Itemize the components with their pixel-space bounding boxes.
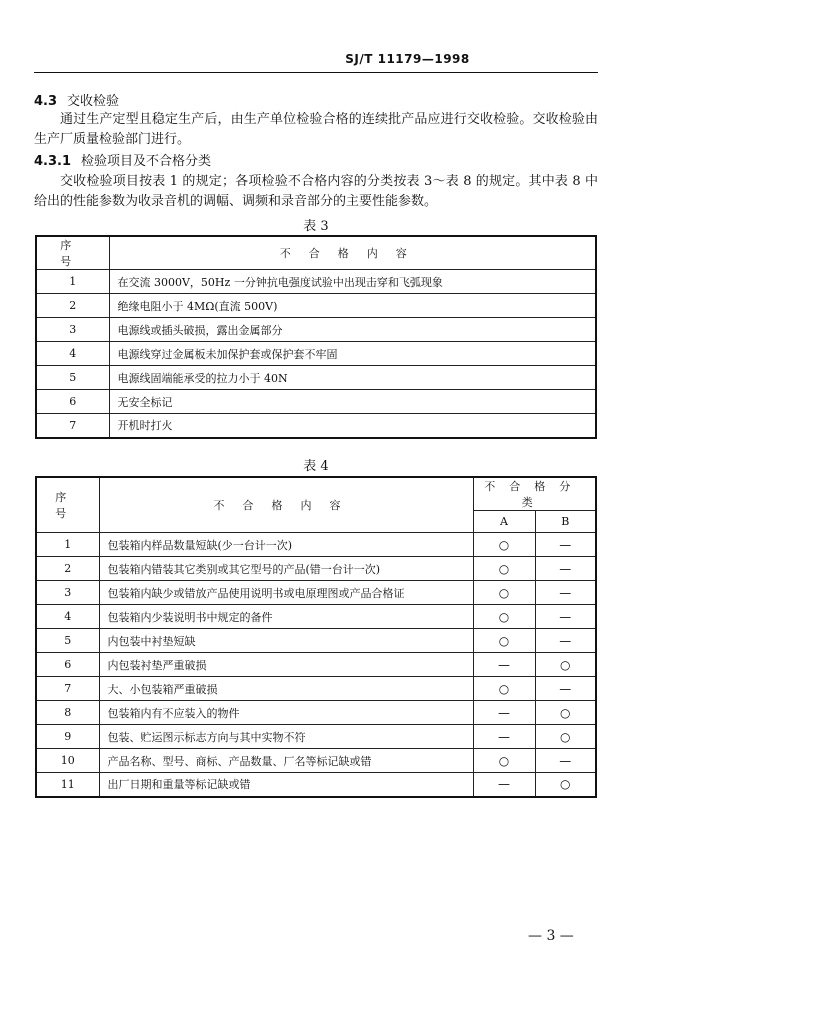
row-class-a: ○ [473, 629, 535, 653]
table3-caption: 表 3 [303, 219, 329, 234]
row-class-b: — [535, 581, 596, 605]
row-class-b: ○ [535, 701, 596, 725]
header-col-a: A [473, 511, 535, 533]
row-no: 5 [36, 366, 109, 390]
row-class-a: — [473, 653, 535, 677]
table-row [36, 749, 596, 773]
row-class-b: — [535, 677, 596, 701]
section-4-3-paragraph: 通过生产定型且稳定生产后，由生产单位检验合格的连续批产品应进行交收检验。交收检验由生产厂质量检验部门进行。 [34, 112, 598, 147]
table-row [36, 366, 596, 390]
page-number: — 3 — [528, 928, 574, 944]
row-no: 8 [36, 701, 99, 725]
row-class-b: ○ [535, 725, 596, 749]
section-4-3-1-heading [34, 152, 211, 172]
row-no: 7 [36, 677, 99, 701]
row-content: 包装箱内有不应装入的物件 [99, 701, 473, 725]
row-class-a: ○ [473, 749, 535, 773]
table-3 [35, 235, 597, 439]
row-class-b: — [535, 749, 596, 773]
row-content: 大、小包装箱严重破损 [99, 677, 473, 701]
table4-caption: 表 4 [303, 459, 329, 474]
row-content: 包装箱内错装其它类别或其它型号的产品(错一台计一次) [99, 557, 473, 581]
row-no: 4 [36, 605, 99, 629]
row-content: 在交流 3000V，50Hz 一分钟抗电强度试验中出现击穿和飞弧现象 [109, 270, 596, 294]
table-row [36, 773, 596, 797]
table-row [36, 701, 596, 725]
row-content: 产品名称、型号、商标、产品数量、厂名等标记缺或错 [99, 749, 473, 773]
row-class-b: — [535, 629, 596, 653]
row-class-a: ○ [473, 533, 535, 557]
row-class-a: — [473, 725, 535, 749]
row-class-a: — [473, 701, 535, 725]
row-content: 开机时打火 [109, 414, 596, 438]
document-header: SJ/T 11179—1998 [345, 52, 470, 66]
table-row [36, 653, 596, 677]
section-4-3-heading [34, 92, 119, 112]
row-class-b: — [535, 533, 596, 557]
row-no: 1 [36, 270, 109, 294]
row-content: 电源线穿过金属板未加保护套或保护套不牢固 [109, 342, 596, 366]
row-no: 1 [36, 533, 99, 557]
header-no: 序 号 [36, 477, 99, 533]
row-class-b: ○ [535, 653, 596, 677]
row-class-b: ○ [535, 773, 596, 797]
table-row [36, 581, 596, 605]
table-row [36, 725, 596, 749]
row-content: 绝缘电阻小于 4MΩ(直流 500V) [109, 294, 596, 318]
table-row [36, 557, 596, 581]
header-no: 序 号 [36, 236, 109, 270]
row-no: 6 [36, 653, 99, 677]
row-class-b: — [535, 557, 596, 581]
header-col-b: B [535, 511, 596, 533]
row-content: 内包装中衬垫短缺 [99, 629, 473, 653]
row-content: 包装箱内样品数量短缺(少一台计一次) [99, 533, 473, 557]
section-title: 检验项目及不合格分类 [81, 154, 212, 169]
table-row [36, 342, 596, 366]
header-content: 不合格内容 [109, 236, 596, 270]
row-no: 9 [36, 725, 99, 749]
row-no: 2 [36, 557, 99, 581]
table-row [36, 390, 596, 414]
row-content: 内包装衬垫严重破损 [99, 653, 473, 677]
row-class-a: — [473, 773, 535, 797]
table-header-row [36, 477, 596, 511]
table-row [36, 629, 596, 653]
section-number: 4.3.1 [34, 154, 72, 169]
table-row [36, 605, 596, 629]
row-no: 4 [36, 342, 109, 366]
row-class-a: ○ [473, 557, 535, 581]
row-no: 3 [36, 318, 109, 342]
header-rule [34, 72, 598, 73]
table-4 [35, 476, 597, 798]
table-row [36, 533, 596, 557]
row-class-a: ○ [473, 581, 535, 605]
row-content: 出厂日期和重量等标记缺或错 [99, 773, 473, 797]
table-header-row [36, 236, 596, 270]
header-content: 不合格内容 [99, 477, 473, 533]
row-content: 电源线固端能承受的拉力小于 40N [109, 366, 596, 390]
row-no: 5 [36, 629, 99, 653]
table-row [36, 677, 596, 701]
row-content: 包装箱内缺少或错放产品使用说明书或电原理图或产品合格证 [99, 581, 473, 605]
row-no: 3 [36, 581, 99, 605]
row-no: 10 [36, 749, 99, 773]
section-4-3-1-paragraph: 交收检验项目按表 1 的规定；各项检验不合格内容的分类按表 3～表 8 的规定。其中表 8 中给出的性能参数为收录音机的调幅、调频和录音部分的主要性能参数。 [34, 174, 598, 209]
row-class-a: ○ [473, 677, 535, 701]
row-class-a: ○ [473, 605, 535, 629]
row-content: 包装、贮运图示标志方向与其中实物不符 [99, 725, 473, 749]
section-title: 交收检验 [67, 94, 120, 109]
row-no: 11 [36, 773, 99, 797]
section-number: 4.3 [34, 94, 58, 109]
table-row [36, 318, 596, 342]
row-no: 6 [36, 390, 109, 414]
header-class: 不合格分类 [473, 477, 596, 511]
table-row [36, 294, 596, 318]
table-row [36, 414, 596, 438]
row-no: 7 [36, 414, 109, 438]
row-content: 无安全标记 [109, 390, 596, 414]
row-content: 电源线或插头破损，露出金属部分 [109, 318, 596, 342]
row-no: 2 [36, 294, 109, 318]
table-row [36, 270, 596, 294]
row-content: 包装箱内少装说明书中规定的备件 [99, 605, 473, 629]
row-class-b: — [535, 605, 596, 629]
